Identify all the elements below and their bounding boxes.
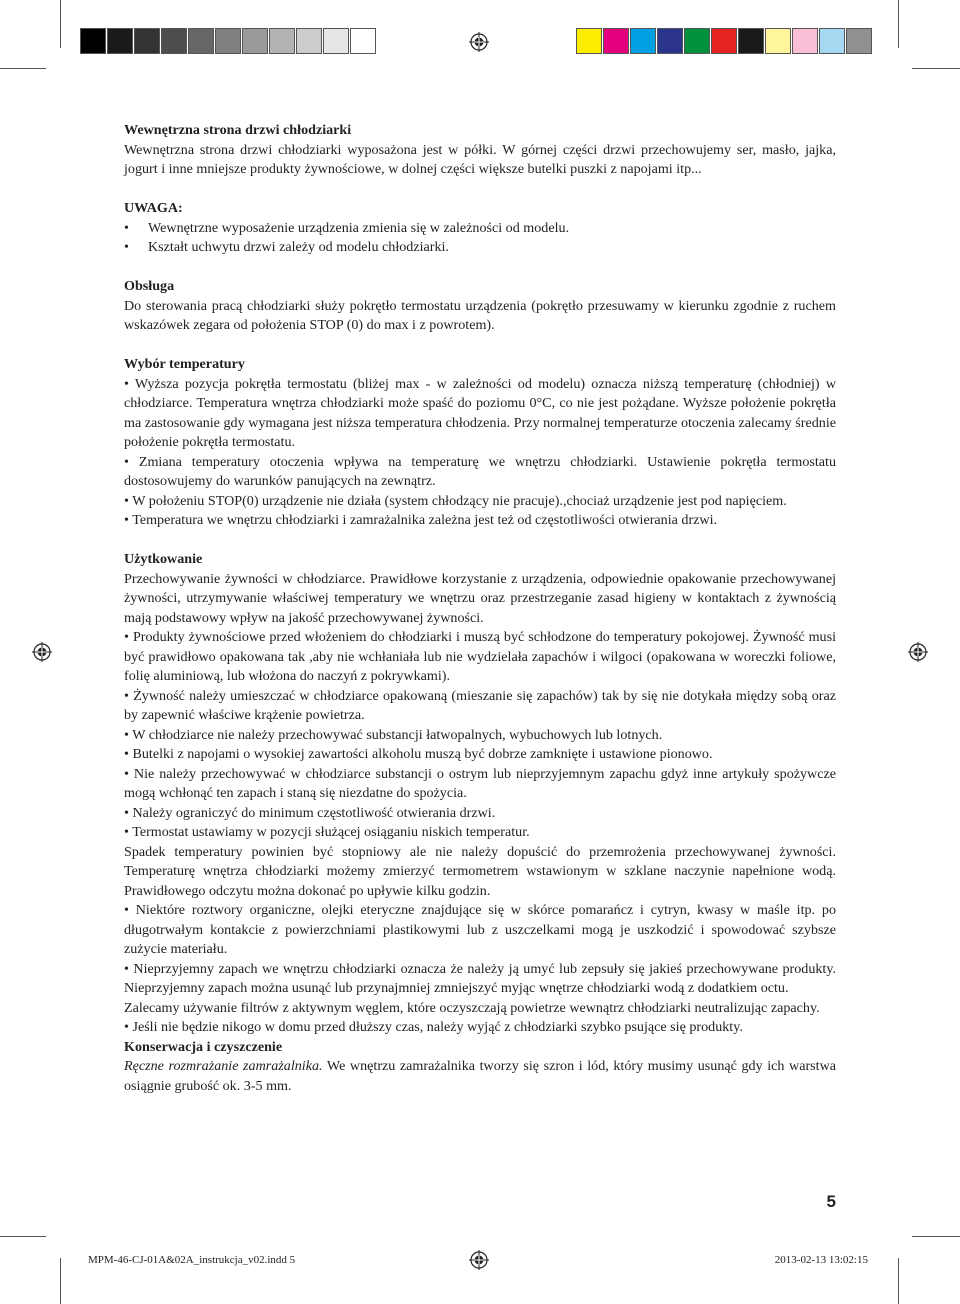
paragraph-temperature-3: • W położeniu STOP(0) urządzenie nie działa (system chłodzący nie pracuje).,chociaż urządzenie jest pod napięciem. bbox=[124, 492, 787, 509]
slug-filename: MPM-46-CJ-01A&02A_instrukcja_v02.indd 5 bbox=[88, 1254, 296, 1266]
color-swatch bbox=[134, 28, 160, 54]
color-swatch bbox=[576, 28, 602, 54]
crop-mark bbox=[912, 68, 960, 69]
registration-mark-icon bbox=[469, 32, 489, 52]
registration-mark-icon bbox=[469, 1250, 489, 1270]
list-item: • Wewnętrzne wyposażenie urządzenia zmienia się w zależności od modelu. bbox=[124, 219, 570, 236]
color-swatch bbox=[603, 28, 629, 54]
paragraph-usage-b9: • Nieprzyjemny zapach we wnętrzu chłodziarki oznacza że należy ją umyć lub zepsuły się jakieś przechowywane produkty. Nieprzyjemny zapach można usunąć lub przynajmniej zmniejszyć myjąc wnętrze chłodziarki wodą z dodatkiem octu. bbox=[124, 960, 836, 996]
color-swatch bbox=[657, 28, 683, 54]
paragraph-usage-b5: • Nie należy przechowywać w chłodziarce substancji o ostrym lub nieprzyjemnym zapachu gdyż inne artykuły spożywcze mogą wchłonąć ten zapach i staną się niezdatne do spożycia. bbox=[124, 765, 836, 801]
color-swatch bbox=[188, 28, 214, 54]
care-text: We wnętrzu zamrażalnika tworzy się szron i lód, który musimy usunąć gdy ich warstwa osiągnie grubość ok. 3-5 mm. bbox=[124, 1058, 837, 1094]
slug-timestamp: 2013-02-13 13:02:15 bbox=[774, 1254, 868, 1266]
color-swatch bbox=[711, 28, 737, 54]
color-swatch bbox=[765, 28, 791, 54]
paragraph-usage-b8: • Niektóre roztwory organiczne, olejki eteryczne znajdujące się w skórce pomarańcz i cytryn, kwasy w maśle itp. po długotrwałym kontakcie z powierzchniami plastikowymi lub z uszczelkami mogą je uszkodzić i spowodować szybsze zużycie materiału. bbox=[124, 902, 836, 957]
paragraph-care bbox=[124, 1057, 836, 1096]
page-number: 5 bbox=[826, 1192, 836, 1211]
color-swatch bbox=[296, 28, 322, 54]
color-swatch bbox=[161, 28, 187, 54]
color-swatch bbox=[323, 28, 349, 54]
process-color-bar bbox=[576, 28, 873, 56]
crop-mark bbox=[60, 1258, 61, 1304]
paragraph-usage-filter: Zalecamy używanie filtrów z aktywnym węglem, które oczyszczają powietrze wewnątrz chłodziarki neutralizując zapachy. bbox=[124, 999, 820, 1016]
color-swatch bbox=[107, 28, 133, 54]
crop-mark bbox=[60, 0, 61, 48]
section-heading-usage: Użytkowanie bbox=[124, 551, 203, 567]
care-italic-lead: Ręczne rozmrażanie zamrażalnika. bbox=[124, 1058, 323, 1074]
color-swatch bbox=[738, 28, 764, 54]
page-content bbox=[124, 121, 836, 1096]
paragraph-usage-b2: • Żywność należy umieszczać w chłodziarce opakowaną (mieszanie się zapachów) tak by się nie dotykała między sobą oraz by zapewnić właściwe krążenie powietrza. bbox=[124, 687, 836, 723]
list-item: • Kształt uchwytu drzwi zależy od modelu chłodziarki. bbox=[124, 239, 449, 255]
color-swatch bbox=[350, 28, 376, 54]
paragraph-usage-b4: • Butelki z napojami o wysokiej zawartości alkoholu muszą być dobrze zamknięte i ustawione pionowo. bbox=[124, 746, 713, 762]
paragraph-temperature-4: • Temperatura we wnętrzu chłodziarki i zamrażalnika zależna jest też od częstotliwości otwierania drzwi. bbox=[124, 512, 718, 528]
color-swatch bbox=[242, 28, 268, 54]
crop-mark bbox=[898, 1258, 899, 1304]
registration-mark-icon bbox=[908, 642, 928, 662]
crop-mark bbox=[912, 1236, 960, 1237]
color-swatch bbox=[269, 28, 295, 54]
paragraph-usage-b7: • Termostat ustawiamy w pozycji służącej osiąganiu niskich temperatur. bbox=[124, 824, 530, 840]
paragraph-usage-b3: • W chłodziarce nie należy przechowywać substancji łatwopalnych, wybuchowych lub lotnych. bbox=[124, 726, 663, 743]
paragraph-usage-b1: • Produkty żywnościowe przed włożeniem do chłodziarki i muszą być schłodzone do temperatury pokojowej. Żywność musi być prawidłowo opakowana tak ,aby nie wchłaniała lub nie wydzielała zapachów i wilgoci (opakowana w woreczki foliowe, folię aluminiową, lub włożona do naczyń z pokrywkami). bbox=[124, 629, 836, 684]
paragraph-operation: Do sterowania pracą chłodziarki służy pokrętło termostatu urządzenia (pokrętło przesuwamy w kierunku zgodnie z ruchem wskazówek zegara od położenia STOP (0) do max i z powrotem). bbox=[124, 297, 836, 333]
registration-mark-icon bbox=[32, 642, 52, 662]
paragraph-temperature-1: • Wyższa pozycja pokrętła termostatu (bliżej max - w zależności od modelu) oznacza niższą temperaturę (chłodniej) w chłodziarce. Temperatura wnętrza chłodziarki może spaść do poziomu 0°C, co nie jest pożądane. Wyższe położenie pokrętła ma zastosowanie gdy wymagana jest niższa temperatura chłodzenia. Przy normalnej temperaturze otoczenia zalecamy średnie położenie pokrętła termostatu. bbox=[124, 375, 836, 450]
paragraph-usage-drop: Spadek temperatury powinien być stopniowy ale nie należy dopuścić do przemrożenia przechowywanej żywności. Temperaturę wnętrza chłodziarki możemy zmierzyć termometrem wstawionym w szklane naczynie napełnione wodą. Prawidłowego odczytu można dokonać po upływie kilku godzin. bbox=[124, 843, 836, 899]
paragraph-temperature-2: • Zmiana temperatury otoczenia wpływa na temperaturę we wnętrzu chłodziarki. Ustawienie pokrętła termostatu dostosowujemy do warunków panujących na zewnątrz. bbox=[124, 453, 836, 489]
paragraph-usage-b6: • Należy ograniczyć do minimum częstotliwość otwierania drzwi. bbox=[124, 804, 496, 821]
color-swatch bbox=[819, 28, 845, 54]
color-swatch bbox=[630, 28, 656, 54]
crop-mark bbox=[0, 1236, 46, 1237]
grayscale-color-bar bbox=[80, 28, 377, 56]
section-heading-temperature: Wybór temperatury bbox=[124, 356, 245, 372]
paragraph-usage-intro: Przechowywanie żywności w chłodziarce. Prawidłowe korzystanie z urządzenia, odpowiednie opakowanie przechowywanej żywności, utrzymywanie właściwej temperatury we wnętrzu oraz przestrzeganie zasad higieny w kontaktach z żywnością mają podstawowy wpływ na jakość przechowywanej żywności. bbox=[124, 570, 836, 626]
crop-mark bbox=[0, 68, 46, 69]
section-heading-care: Konserwacja i czyszczenie bbox=[124, 1038, 283, 1055]
section-heading-door: Wewnętrzna strona drzwi chłodziarki bbox=[124, 122, 352, 138]
section-heading-note: UWAGA: bbox=[124, 200, 183, 216]
paragraph-door: Wewnętrzna strona drzwi chłodziarki wyposażona jest w półki. W górnej części drzwi przechowujemy ser, masło, jajka, jogurt i inne mniejsze produkty żywnościowe, w dolnej części większe butelki puszki z napojami itp... bbox=[124, 141, 836, 177]
crop-mark bbox=[898, 0, 899, 48]
color-swatch bbox=[215, 28, 241, 54]
color-swatch bbox=[792, 28, 818, 54]
note-list bbox=[124, 219, 836, 258]
paragraph-usage-b10: • Jeśli nie będzie nikogo w domu przed dłuższy czas, należy wyjąć z chłodziarki szybko psujące się produkty. bbox=[124, 1019, 743, 1035]
section-heading-operation: Obsługa bbox=[124, 278, 175, 294]
color-swatch bbox=[80, 28, 106, 54]
color-swatch bbox=[684, 28, 710, 54]
color-swatch bbox=[846, 28, 872, 54]
